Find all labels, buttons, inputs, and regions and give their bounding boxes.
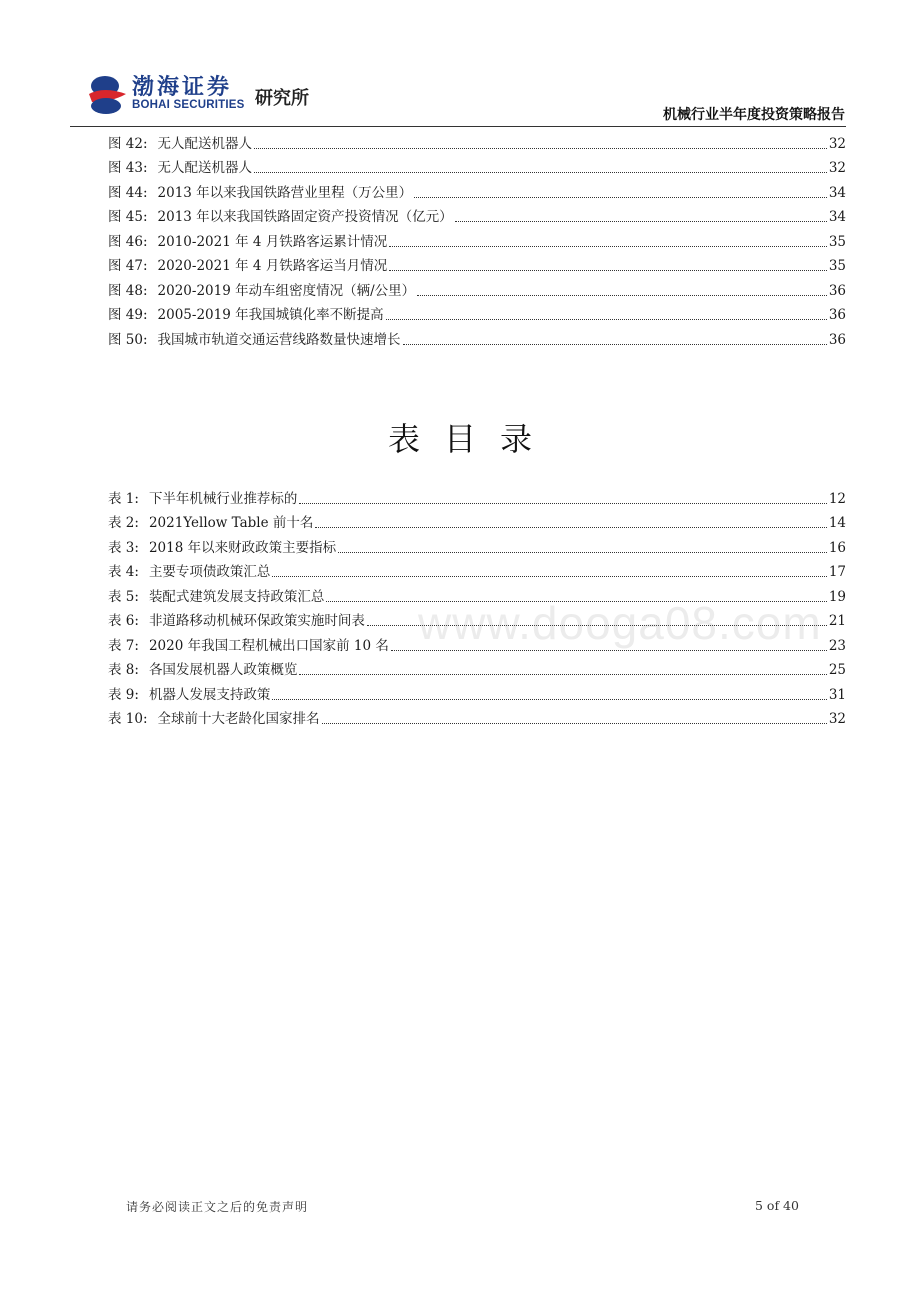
toc-entry-title: 机器人发展支持政策	[148, 686, 271, 703]
toc-entry-title: 无人配送机器人	[157, 135, 253, 152]
toc-entry-page: 36	[828, 282, 846, 299]
toc-leader-dots	[315, 526, 826, 528]
toc-leader-dots	[272, 698, 826, 700]
toc-entry-title: 2020 年我国工程机械出口国家前 10 名	[148, 637, 389, 654]
report-title: 机械行业半年度投资策略报告	[663, 107, 845, 123]
toc-entry-title: 全球前十大老龄化国家排名	[157, 711, 320, 727]
toc-leader-dots	[414, 196, 827, 198]
figure-toc-list	[108, 128, 846, 349]
toc-entry[interactable]	[108, 655, 846, 680]
toc-entry-label: 表 9:	[108, 686, 139, 703]
toc-entry[interactable]	[108, 202, 846, 227]
toc-leader-dots	[272, 575, 826, 577]
toc-entry-title: 2005-2019 年我国城镇化率不断提高	[157, 307, 384, 323]
toc-entry-label: 图 47:	[108, 258, 148, 274]
toc-entry-page: 32	[828, 135, 846, 152]
toc-entry[interactable]	[108, 300, 846, 325]
toc-leader-dots	[386, 318, 827, 320]
toc-entry-label: 表 7:	[108, 637, 139, 654]
toc-entry-page: 16	[828, 539, 846, 556]
page-header	[0, 0, 920, 130]
toc-entry[interactable]	[108, 251, 846, 276]
toc-entry[interactable]	[108, 324, 846, 349]
toc-entry-label: 图 48:	[108, 282, 148, 299]
toc-entry-page: 17	[828, 564, 846, 580]
toc-entry-title: 2020-2021 年 4 月铁路客运当月情况	[157, 258, 388, 274]
toc-entry-page: 36	[828, 307, 846, 323]
toc-leader-dots	[254, 171, 827, 173]
toc-entry-page: 32	[828, 711, 846, 727]
toc-entry[interactable]	[108, 532, 846, 557]
toc-entry-page: 19	[828, 588, 846, 605]
toc-entry-label: 图 42:	[108, 135, 148, 152]
institute-label: 研究所	[255, 88, 309, 109]
toc-entry[interactable]	[108, 128, 846, 153]
toc-entry-title: 2020-2019 年动车组密度情况（辆/公里）	[157, 282, 416, 299]
toc-entry-label: 图 43:	[108, 160, 148, 176]
toc-entry-label: 表 8:	[108, 662, 139, 678]
toc-entry-label: 表 6:	[108, 613, 139, 629]
toc-entry-page: 35	[828, 233, 846, 250]
toc-entry-page: 25	[828, 662, 846, 678]
watermark: www.dooga08.com	[418, 597, 822, 649]
toc-entry-label: 图 49:	[108, 307, 148, 323]
table-toc-heading: 表目录	[387, 420, 556, 458]
toc-entry-title: 无人配送机器人	[157, 160, 253, 176]
toc-entry-title: 主要专项债政策汇总	[148, 564, 271, 580]
toc-entry-title: 2010-2021 年 4 月铁路客运累计情况	[157, 233, 388, 250]
logo-english-name: BOHAI SECURITIES	[132, 99, 245, 111]
toc-leader-dots	[417, 294, 827, 296]
toc-entry-label: 表 5:	[108, 588, 139, 605]
footer-page-number: 5 of 40	[755, 1198, 799, 1213]
footer-disclaimer: 请务必阅读正文之后的免责声明	[126, 1200, 309, 1214]
header-divider	[70, 126, 846, 127]
toc-entry[interactable]	[108, 275, 846, 300]
bohai-logo-icon	[86, 72, 130, 116]
toc-entry-label: 表 2:	[108, 515, 139, 531]
toc-leader-dots	[322, 722, 827, 724]
toc-entry-label: 图 45:	[108, 209, 148, 225]
toc-entry[interactable]	[108, 226, 846, 251]
toc-entry-title: 装配式建筑发展支持政策汇总	[148, 588, 325, 605]
toc-entry-page: 14	[828, 515, 846, 531]
toc-entry-label: 表 1:	[108, 490, 139, 507]
toc-entry-title: 2013 年以来我国铁路营业里程（万公里）	[157, 184, 413, 201]
toc-entry-title: 2021Yellow Table 前十名	[148, 515, 314, 531]
toc-entry-page: 36	[828, 331, 846, 348]
toc-entry-title: 2018 年以来财政政策主要指标	[148, 539, 337, 556]
toc-entry-page: 35	[828, 258, 846, 274]
toc-leader-dots	[389, 269, 827, 271]
toc-leader-dots	[299, 673, 826, 675]
toc-leader-dots	[403, 343, 827, 345]
toc-entry[interactable]	[108, 177, 846, 202]
toc-entry-label: 图 46:	[108, 233, 148, 250]
toc-entry-page: 34	[828, 209, 846, 225]
toc-entry-title: 2013 年以来我国铁路固定资产投资情况（亿元）	[157, 209, 453, 225]
toc-entry-title: 非道路移动机械环保政策实施时间表	[148, 613, 365, 629]
toc-entry-title: 下半年机械行业推荐标的	[148, 490, 298, 507]
toc-entry[interactable]	[108, 679, 846, 704]
toc-entry-page: 34	[828, 184, 846, 201]
toc-entry-page: 32	[828, 160, 846, 176]
toc-leader-dots	[254, 147, 827, 149]
toc-entry-title: 各国发展机器人政策概览	[148, 662, 298, 678]
toc-entry-page: 21	[828, 613, 846, 629]
logo-chinese-name: 渤海证券	[132, 75, 233, 100]
toc-entry-label: 表 10:	[108, 711, 148, 727]
toc-entry-label: 图 50:	[108, 331, 148, 348]
toc-leader-dots	[455, 220, 827, 222]
toc-leader-dots	[299, 502, 826, 504]
toc-leader-dots	[389, 245, 827, 247]
toc-entry-label: 图 44:	[108, 184, 148, 201]
toc-entry[interactable]	[108, 557, 846, 582]
toc-entry[interactable]	[108, 704, 846, 729]
toc-entry-title: 我国城市轨道交通运营线路数量快速增长	[157, 331, 401, 348]
toc-entry[interactable]	[108, 508, 846, 533]
toc-entry-page: 12	[828, 490, 846, 507]
toc-entry-page: 31	[828, 686, 846, 703]
toc-leader-dots	[338, 551, 827, 553]
toc-entry-label: 表 4:	[108, 564, 139, 580]
toc-entry-label: 表 3:	[108, 539, 139, 556]
toc-entry[interactable]	[108, 483, 846, 508]
toc-entry-page: 23	[828, 637, 846, 654]
toc-entry[interactable]	[108, 153, 846, 178]
